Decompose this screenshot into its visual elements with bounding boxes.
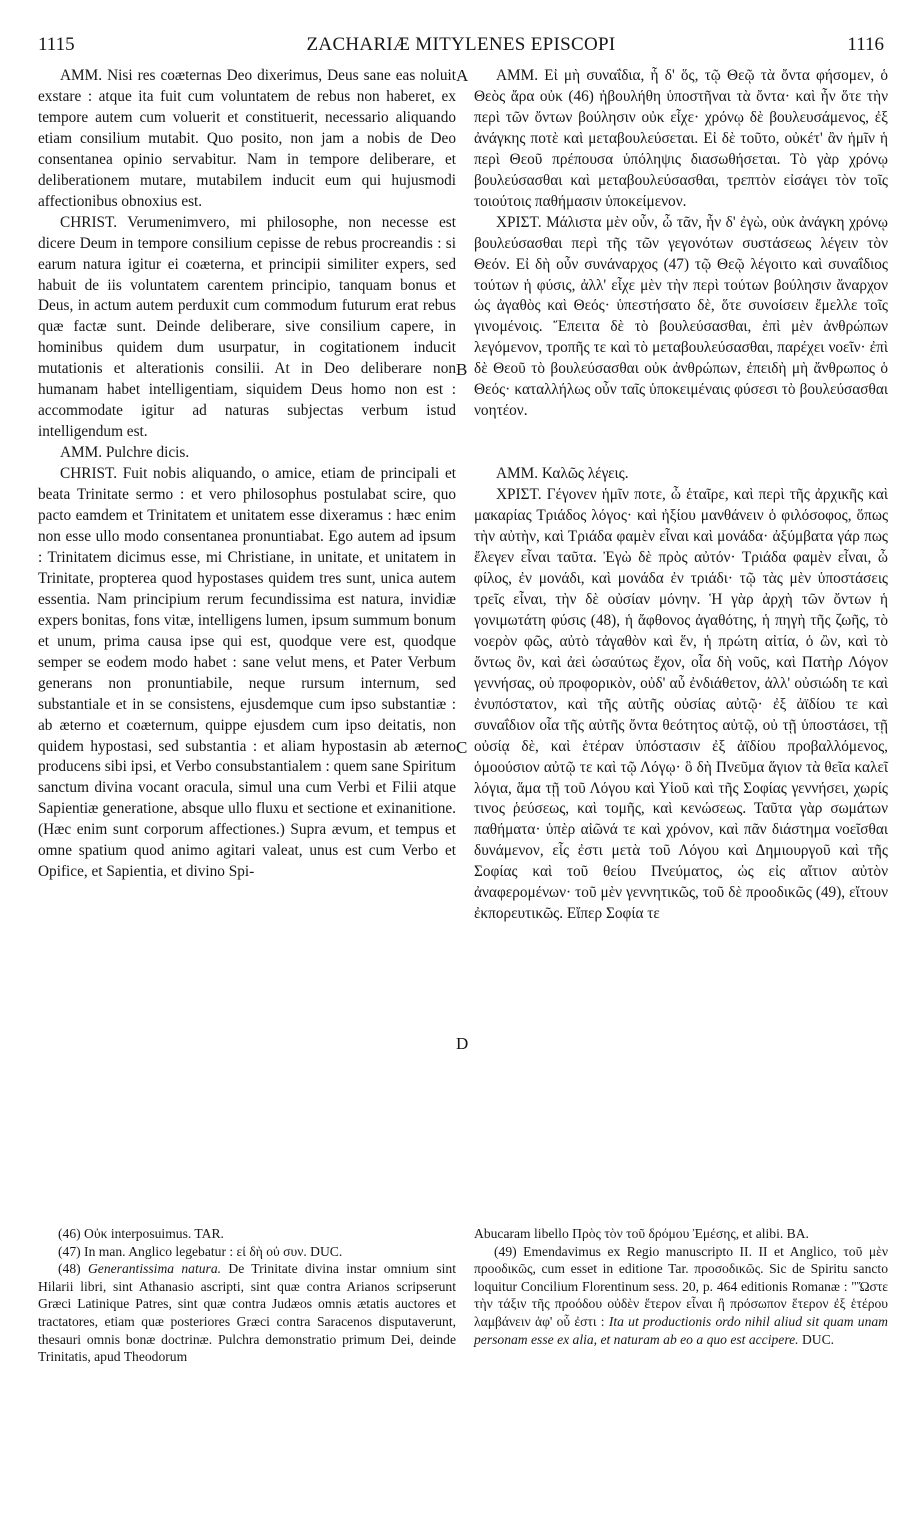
page-header — [38, 34, 884, 58]
speaker-label: AMM. — [60, 444, 103, 462]
speaker-label: AMM. — [60, 67, 103, 84]
footnote-49: (49) Emendavimus ex Regio manuscripto II. II et Anglico, τοῦ μὲν προοδικῶς, cum esset in editione Tar. προσοδικῶς. Sic de Spiritu sancto loquitur Concilium Florentinum sess. 20, p. 464 editionis Romanæ : "Ὥστε τὴν τάξιν τῆς προόδου οὐδὲν ἕτερον εἶναι ἢ πρόσωπον ἕτερον ἐξ ἑτέρου λαμβάνειν ἀφ' οὗ ἐστι : Ita ut productionis ordo nihil aliud sit quam unam personam esse ex alia, et naturam ab eo a quo est accipere. DUC. — [474, 1243, 889, 1347]
paragraph-text: Nisi res coæternas Deo dixerimus, Deus sane eas noluit exstare : atque ita fuit cum voluntatem de rebus non haberet, ex tempore autem cum voluerit et constituerit, necessario aliquando etiam consilium mutabit. Quo posito, non jam a nobis de Deo consentanea opinio servabitur. Nam in tempore deliberare, et deliberationem mutare, mutabilem inducit eum qui hujusmodi affectionibus obnoxius est. — [38, 67, 456, 210]
footnote-46: (46) Οὐκ interposuimus. TAR. — [58, 1226, 224, 1241]
greek-paragraph-2 — [474, 213, 888, 423]
paragraph-text: Fuit nobis aliquando, o amice, etiam de principali et beata Trinitate sermo : et vero philosophus postulabat scire, quo pacto eamdem et Trinitatem et unitatem esse dixeramus : hæc enim non esse ullo modo consentanea pronuntiabat. Ego autem ad ipsum : Trinitatem dicimus esse, mi Christiane, in unitate, et unitatem in Trinitate, propterea quod hypostases quidem tres sunt, unica autem essentia. Nam principium rerum fecundissima est natura, invidiæ expers bonitas, fons vitæ, intelligens lumen, ipsum summum bonum et unum, prima causa ipse qui est, quodque vere est, quodque semper se eodem modo habet : sane velut mens, et Pater Verbum generans non pronuntiabile, neque rursum internum, sed substantiale et in se consistens, ejusdemque cum ipso substantiæ : ab æterno et coæternum, quippe ejusdem cum ipso deitatis, non quidem hypostasi, sed substantia : et aliam hypostasin ab æterno producens sibi ipsi, et Verbo consubstantialem : quem sane Spiritum sanctum divina vocant oracula, simul una cum Verbi et Filii atque Sapientiæ generatione, absque ullo fluxu et sectione et exinanitione. (Hæc enim sunt corporum affectiones.) Supra ævum, et tempus et omne spatium quod animo agitari valeat, unus est cum Verbo et Opifice, et Sapientia, et divino Spi- — [38, 465, 456, 881]
speaker-label: CHRIST. — [60, 213, 118, 231]
speaker-label: ΑΜΜ. — [496, 67, 539, 84]
latin-paragraph-3 — [38, 443, 456, 464]
spacer — [474, 422, 888, 443]
speaker-label: ΑΜΜ. — [496, 465, 539, 483]
speaker-label: ΧΡΙΣΤ. — [496, 486, 542, 504]
latin-paragraph-4 — [38, 464, 456, 883]
latin-paragraph-1 — [38, 66, 456, 213]
margin-marker-a: A — [456, 66, 469, 85]
paragraph-text: Μάλιστα μὲν οὖν, ὦ τᾶν, ἦν δ' ἐγὼ, οὐκ ἀνάγκη χρόνῳ βουλεύσασθαι περὶ τῆς τῶν γεγονότων συστάσεως λέγειν τὸν Θεόν. Εἰ δὴ οὖν συνάναρχος (47) τῷ Θεῷ λέγοιτο καὶ συναΐδιος τούτων ἡ φύσις, ἀλλ' εἶχε μὲν τὴν περὶ τούτων βούλησιν ἄναρχον ὡς ἀγαθὸς καὶ Θεός· ὑπεστήσατο δὲ, ὅτε συνοίσειν ἔμελλε τοῖς γινομένοις. Ἔπειτα δὲ τὸ βουλεύσασθαι, ἐπὶ μὲν ἀνθρώπων λεγόμενον, τροπῆς τε καὶ τὸ μεταβουλεύσασθαι, παρέχει νοεῖν· ἐπὶ δὲ Θεοῦ τὸ βουλεύσασθαι οὐκ ἀνθρώπων, ἐπειδὴ μὴ ἄνθρωπος ὁ Θεός· καταλλήλως οὖν ταῖς ὑποκειμέναις φύσεσι τὸ βουλεύσασθαι νοητέον. — [474, 213, 888, 420]
paragraph-text: Verumenimvero, mi philosophe, non necesse est dicere Deum in tempore consilium cepisse de rebus procreandis : si earum natura igitur ei coæterna, et principii similiter expers, sed habuit de iis voluntatem carentem principio, tanquam bonus et Deus, in actum autem perduxit cum commodum futurum erat rebus quæ factæ sunt. Deinde deliberare, sive consilium capere, in hominibus quidem dum usurpatur, in cogitationem inducit mutationis et alterationis consilii. At in Deo deliberare non humanam habet intelligentiam, siquidem Deus homo non est : accommodate igitur ad naturas subjectas verbum istud intelligendum est. — [38, 213, 456, 441]
speaker-label: CHRIST. — [60, 465, 118, 483]
paragraph-text: Εἰ μὴ συναΐδια, ἧ δ' ὅς, τῷ Θεῷ τὰ ὄντα φήσομεν, ὁ Θεὸς ἄρα οὐκ (46) ἠβουλήθη ὑποστῆναι τὰ ὄντα· καὶ ἦν ὅτε τὴν περὶ τῶν ὄντων βούλησιν οὐκ εἶχε· χρόνῳ δὲ βουλευσάμενος, ἐξ ἀνάγκης ποτὲ καὶ μεταβουλεύσεται. Εἰ δὲ τοῦτο, οὐκέτ' ἂν ἡμῖν ἡ περὶ Θεοῦ πρέπουσα ὑπόληψις διασωθήσεται. Τὸ γὰρ χρόνῳ βουλεύσασθαι καὶ μεταβουλεύσασθαι, τρεπτὸν εἰσάγει τὸν τοῖς τοιούτοις παθήμασιν ὑποκείμενον. — [474, 67, 888, 210]
running-title: ZACHARIÆ MITYLENES EPISCOPI — [306, 34, 616, 55]
page-number-left: 1115 — [38, 34, 75, 55]
footnotes-left — [38, 1225, 456, 1366]
paragraph-text: Pulchre dicis. — [105, 444, 190, 462]
greek-column — [474, 66, 888, 925]
greek-paragraph-4 — [474, 485, 888, 925]
latin-column — [38, 66, 456, 883]
margin-marker-b: B — [456, 360, 468, 379]
margin-marker-c: C — [456, 738, 468, 757]
margin-marker-d: D — [456, 1034, 469, 1053]
greek-paragraph-3 — [474, 464, 888, 485]
speaker-label: ΧΡΙΣΤ. — [496, 213, 542, 231]
footnote-48: (48) Generantissima natura. De Trinitate divina instar omnium sint Hilarii libri, sint Athanasio ascripti, sint quæ contra Arianos scripserunt Græci Latinique Patres, sint quæ contra Judæos omnis ætatis auctores et tractatores, etiam quæ posteriores Græci contra Saracenos disputaverunt, thesauri omnis bonæ doctrinæ. Pulchra demonstratio primum Dei, deinde Trinitatis, apud Theodorum — [38, 1261, 457, 1365]
paragraph-text: Γέγονεν ἡμῖν ποτε, ὦ ἑταῖρε, καὶ περὶ τῆς ἀρχικῆς καὶ μακαρίας Τριάδος λόγος· καὶ ἠξίου μανθάνειν ὁ φιλόσοφος, ὅπως τὴν αὐτὴν, καὶ Τριάδα φαμὲν εἶναι καὶ μονάδα· ἀξύμβατα γάρ πως ἔλεγεν εἶναι ταῦτα. Ἐγὼ δὲ πρὸς αὐτόν· Τριάδα φαμὲν εἶναι, ὦ φίλος, ἐν μονάδι, καὶ μονάδα ἐν τριάδι· τῷ τὰς μὲν ὑποστάσεις τρεῖς εἶναι, τὴν δὲ οὐσίαν μόνην. Ἡ γὰρ ἀρχὴ τῶν ὄντων ἡ γονιμωτάτη φύσις (48), ἡ ἄφθονος ἀγαθότης, ἡ πηγὴ τῆς ζωῆς, τὸ νοερὸν φῶς, αὐτὸ τἀγαθὸν καὶ ἕν, ἡ πρώτη αἰτία, ὁ ὢν, καὶ τὸ ὄντως ὂν, καὶ ἀεὶ ὡσαύτως ἔχον, οἷα δὴ νοῦς, καὶ Πατὴρ Λόγον γεννήσας, οὐ προφορικὸν, οὐδ' αὖ ἐνδιάθετον, ἀλλ' οὐσιώδη τε καὶ ἐνυπόστατον, καὶ τῆς αὐτῆς οὐσίας αὐτῷ· ἐξ ἀϊδίου τε καὶ συναΐδιον οἷα τῆς αὐτῆς ὄντα θεότητος αὐτῷ, οὐ τῇ ὑποστάσει, τῇ οὐσίᾳ δὲ, καὶ ἑτέραν ὑπόστασιν ἐξ ἀϊδίου προβαλλόμενος, ὁμοούσιον αὐτῷ τε καὶ τῷ Λόγῳ· ὃ δὴ Πνεῦμα ἅγιον τὰ θεῖα καλεῖ λόγια, ἅμα τῇ τοῦ Λόγου καὶ Υἱοῦ καὶ τῆς Σοφίας γεννήσει, χωρίς τινος ῥεύσεως, καὶ τομῆς, καὶ κενώσεως. Ταῦτα γὰρ σωμάτων παθήματα· ὑπὲρ αἰῶνά τε καὶ χρόνον, καὶ πᾶν διάστημα νοεῖσθαι δυνάμενον, εἷς ἐστι μετὰ τοῦ Λόγου καὶ Δημιουργοῦ καὶ τῆς Σοφίας καὶ τοῦ θείου Πνεύματος, ὡς εἰς αἴτιον αὐτὸν ἀναφερομένων· τοῦ μὲν γεννητικῶς, τοῦ δὲ προοδικῶς (49), εἴτουν ἐκπορευτικῶς. Εἴπερ Σοφία τε — [474, 486, 889, 923]
footnotes-right — [474, 1225, 888, 1348]
spacer — [474, 443, 888, 464]
latin-paragraph-2 — [38, 213, 456, 443]
footnote-47: (47) In man. Anglico legebatur : εἰ δὴ οὐ συν. DUC. — [58, 1243, 343, 1259]
footnote-continuation: Abucaram libello Πρὸς τὸν τοῦ δρόμου Ἐμέσης, et alibi. BA. — [474, 1226, 809, 1241]
greek-paragraph-1 — [474, 66, 888, 213]
page-number-right: 1116 — [847, 34, 884, 55]
paragraph-text: Καλῶς λέγεις. — [541, 465, 629, 483]
